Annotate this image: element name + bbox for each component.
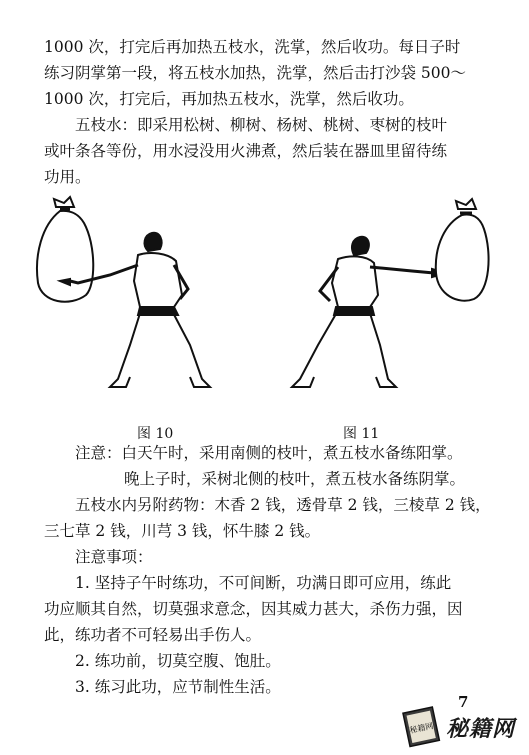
precaution-item: 3. 练习此功，应节制性生活。 — [75, 678, 281, 696]
intro-paragraph — [44, 34, 496, 112]
text-line: 练习阴掌第一段，将五枝水加热，洗掌，然后击打沙袋 500～ — [44, 64, 467, 82]
text-line: 1000 次，打完后再加热五枝水，洗掌，然后收功。每日子时 — [44, 38, 461, 56]
page-number: 7 — [458, 693, 469, 711]
notes-section — [44, 440, 496, 700]
sandbag — [37, 197, 93, 302]
precaution-item: 功应顺其自然，切莫强求意念，因其威力甚大，杀伤力强，因 — [44, 600, 463, 618]
sandbag — [436, 199, 489, 301]
text-line: 五枝水：即采用松树、柳树、杨树、桃树、枣树的枝叶 — [75, 116, 448, 134]
herbs-line: 五枝水内另附药物：木香 2 钱，透骨草 2 钱，三棱草 2 钱， — [75, 496, 491, 514]
seal-text: 秘籍网 — [408, 721, 435, 736]
herbs-line: 三七草 2 钱，川芎 3 钱，怀牛膝 2 钱。 — [44, 522, 321, 540]
figure-10-illustration — [30, 195, 230, 410]
watermark-site-name: 秘籍网 — [446, 716, 516, 742]
text-line: 1000 次，打完后，再加热五枝水，洗掌，然后收功。 — [44, 90, 414, 108]
martial-artist — [292, 237, 446, 387]
precautions-heading: 注意事项： — [75, 548, 153, 566]
precaution-item: 2. 练功前，切莫空腹、饱肚。 — [75, 652, 281, 670]
figure-10-caption: 图 10 — [137, 426, 174, 442]
figure-11-illustration — [262, 195, 492, 410]
wuzhi-paragraph — [44, 112, 496, 190]
figure-11-caption: 图 11 — [343, 426, 380, 442]
precaution-item: 此，练功者不可轻易出手伤人。 — [44, 626, 262, 644]
text-line: 或叶条各等份，用水浸没用火沸煮，然后装在器皿里留待练 — [44, 142, 448, 160]
note-line: 晚上子时，采树北侧的枝叶，煮五枝水备练阴掌。 — [124, 470, 466, 488]
precaution-item: 1. 坚持子午时练功，不可间断，功满日即可应用，练此 — [75, 574, 452, 592]
text-line: 功用。 — [44, 168, 91, 186]
note-line: 注意：白天午时，采用南侧的枝叶，煮五枝水备练阳掌。 — [75, 444, 463, 462]
